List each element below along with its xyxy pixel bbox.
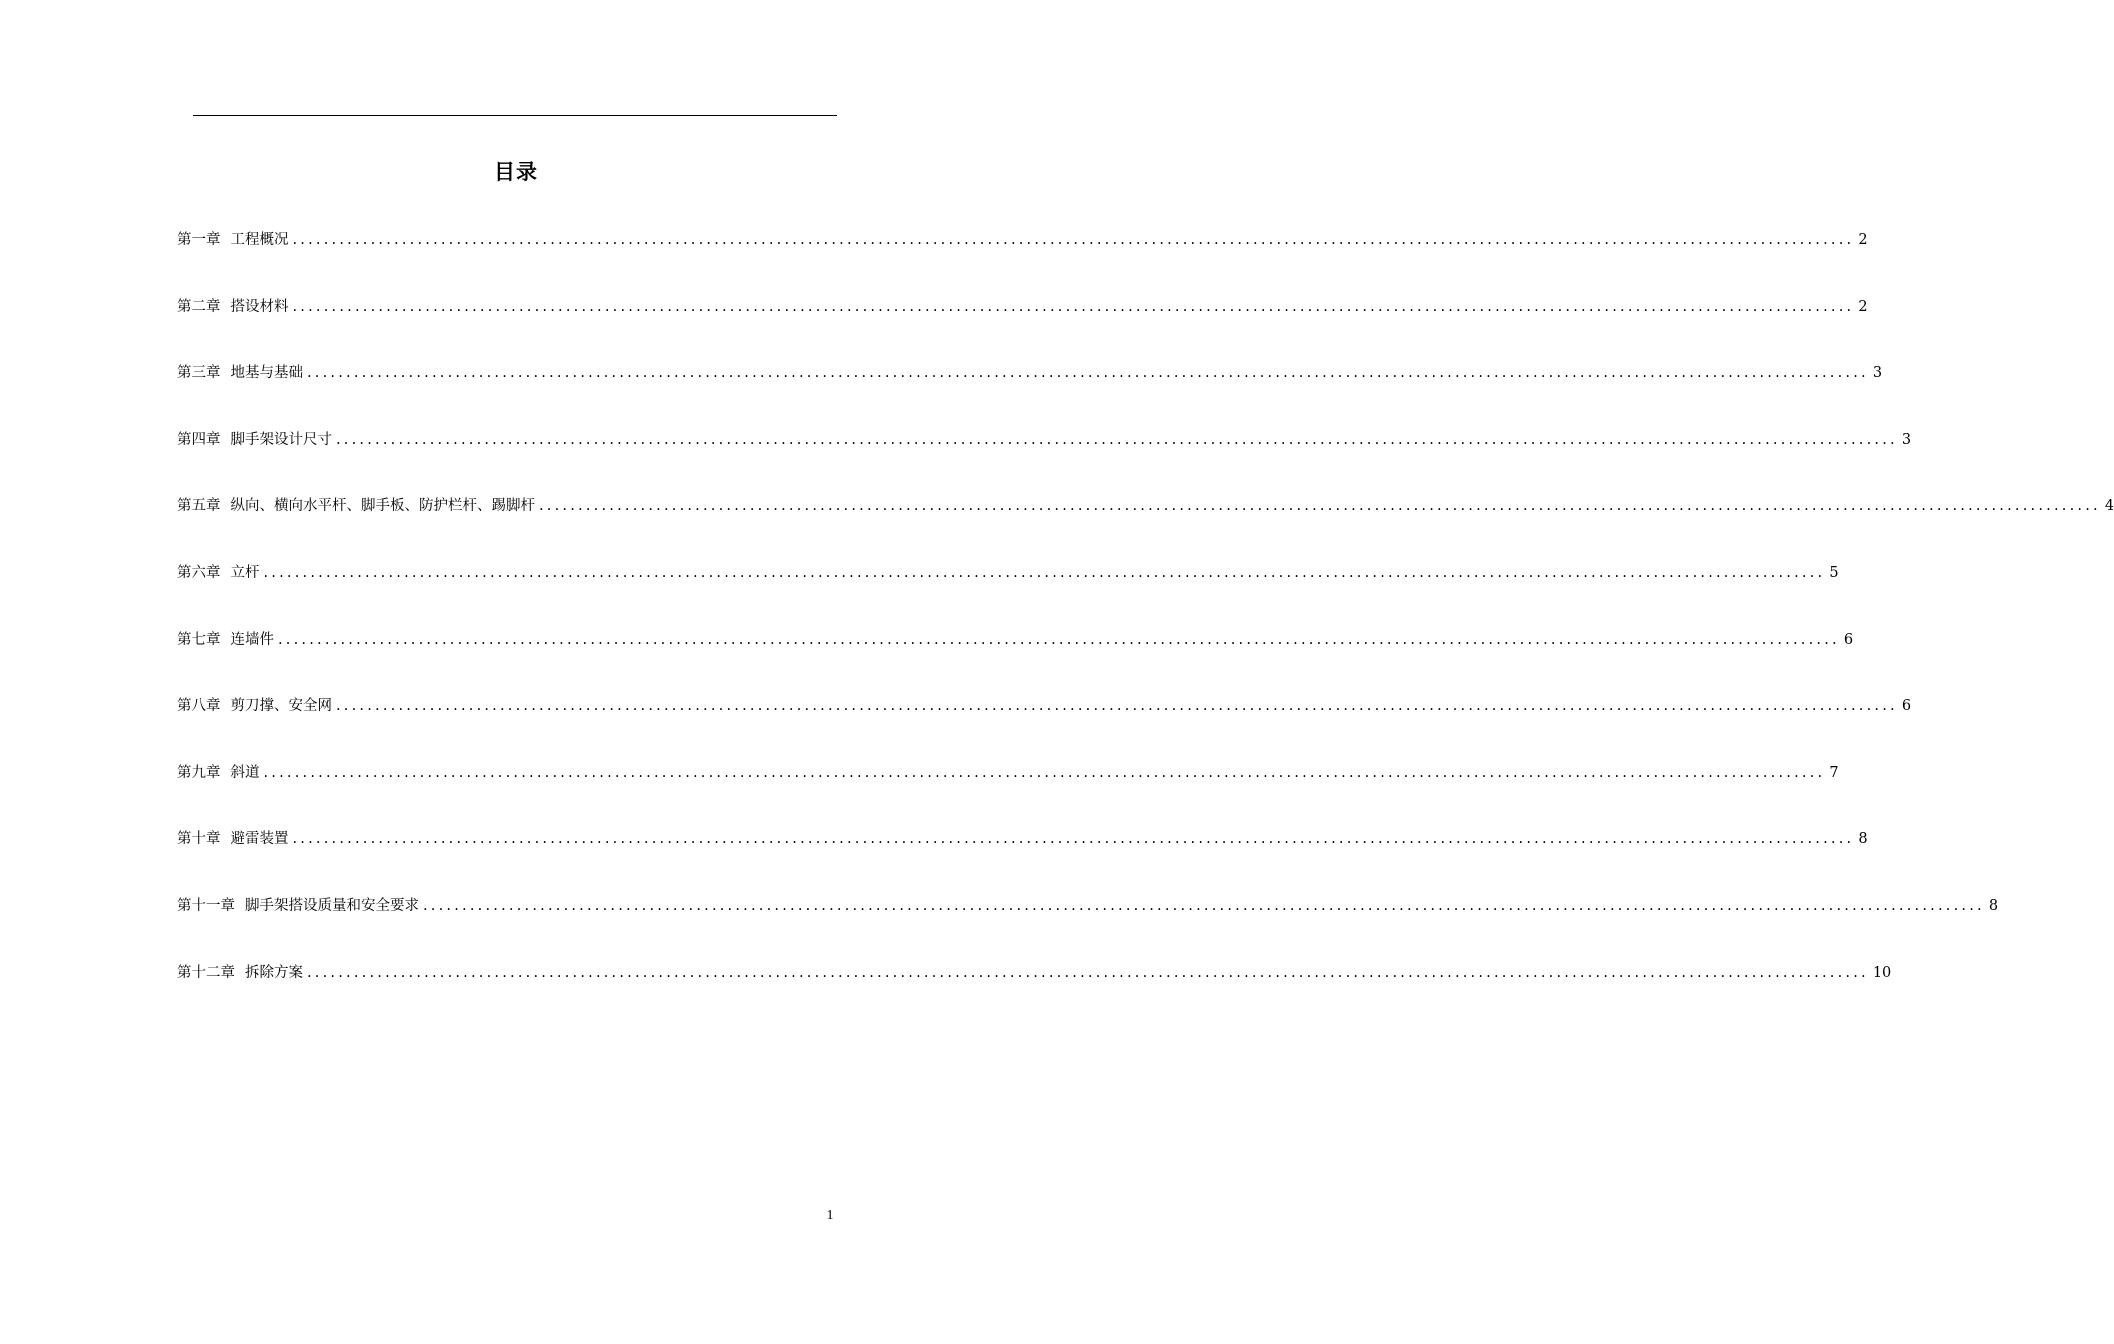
toc-entry[interactable] <box>177 359 1883 426</box>
toc-chapter-number: 第六章 <box>177 564 221 581</box>
toc-page-number: 5 <box>1829 564 1839 581</box>
toc-chapter-title: 连墙件 <box>230 631 274 648</box>
toc-chapter-number: 第九章 <box>177 764 221 781</box>
toc-chapter-number: 第五章 <box>177 498 221 515</box>
toc-chapter-title: 脚手架设计尺寸 <box>230 431 332 448</box>
toc-chapter-title: 拆除方案 <box>245 964 303 981</box>
toc-chapter-number: 第二章 <box>177 298 221 315</box>
toc-entry[interactable] <box>177 293 1868 360</box>
toc-chapter-title: 工程概况 <box>230 232 289 248</box>
toc-page-number: 8 <box>1988 897 1999 914</box>
toc-entry[interactable] <box>177 825 1868 892</box>
toc-chapter-title: 立杆 <box>230 564 260 581</box>
toc-dot-leader: ........................................................................................................................................................................................................ <box>423 897 1985 914</box>
toc-page-number: 6 <box>1901 698 1912 715</box>
toc-chapter-number: 第十一章 <box>177 897 235 914</box>
footer-page-number: 1 <box>826 1208 834 1223</box>
toc-entry[interactable] <box>177 959 1892 1026</box>
toc-chapter-title: 地基与基础 <box>230 365 303 382</box>
toc-entry[interactable] <box>177 759 1839 826</box>
toc-entry[interactable] <box>177 692 1912 759</box>
toc-dot-leader: ........................................................................................................................................................................................................ <box>336 431 1898 448</box>
toc-page-number: 2 <box>1858 298 1868 315</box>
toc-chapter-title: 斜道 <box>230 764 260 781</box>
toc-dot-leader: ........................................................................................................................................................................................................ <box>307 365 1869 382</box>
toc-page-number: 7 <box>1829 764 1839 781</box>
toc-chapter-title: 脚手架搭设质量和安全要求 <box>245 897 419 914</box>
toc-page-number: 2 <box>1858 232 1868 248</box>
toc-page-number: 3 <box>1872 365 1883 382</box>
toc-entry[interactable] <box>177 559 1839 626</box>
toc-chapter-number: 第七章 <box>177 631 221 648</box>
toc-chapter-title: 搭设材料 <box>230 298 289 315</box>
toc-chapter-number: 第一章 <box>177 232 221 248</box>
toc-chapter-title: 纵向、横向水平杆、脚手板、防护栏杆、踢脚杆 <box>230 498 535 515</box>
toc-chapter-number: 第十章 <box>177 831 221 848</box>
toc-list <box>177 226 2114 1025</box>
toc-dot-leader: ........................................................................................................................................................................................................ <box>292 831 1855 848</box>
toc-chapter-title: 避雷装置 <box>230 831 289 848</box>
toc-chapter-number: 第四章 <box>177 431 221 448</box>
toc-page-number: 6 <box>1843 631 1854 648</box>
toc-dot-leader: ........................................................................................................................................................................................................ <box>307 964 1869 981</box>
toc-dot-leader: ........................................................................................................................................................................................................ <box>539 498 2101 515</box>
toc-dot-leader: ........................................................................................................................................................................................................ <box>263 764 1826 781</box>
toc-entry[interactable] <box>177 892 1999 959</box>
toc-entry[interactable] <box>177 226 1868 293</box>
toc-dot-leader: ........................................................................................................................................................................................................ <box>336 698 1898 715</box>
toc-chapter-title: 剪刀撑、安全网 <box>230 698 332 715</box>
toc-page-number: 8 <box>1858 831 1868 848</box>
toc-entry[interactable] <box>177 626 1854 693</box>
toc-dot-leader: ........................................................................................................................................................................................................ <box>278 631 1840 648</box>
header-rule <box>193 115 837 116</box>
toc-title: 目录 <box>494 160 538 184</box>
toc-dot-leader: ........................................................................................................................................................................................................ <box>263 564 1826 581</box>
toc-entry[interactable] <box>177 492 2114 559</box>
toc-page-number: 3 <box>1901 431 1912 448</box>
toc-page-number: 10 <box>1872 964 1892 981</box>
toc-chapter-number: 第八章 <box>177 698 221 715</box>
toc-page-number: 4 <box>2104 498 2114 515</box>
toc-chapter-number: 第十二章 <box>177 964 235 981</box>
toc-dot-leader: ........................................................................................................................................................................................................ <box>292 298 1855 315</box>
toc-chapter-number: 第三章 <box>177 365 221 382</box>
toc-dot-leader: ........................................................................................................................................................................................................ <box>292 232 1855 248</box>
toc-entry[interactable] <box>177 426 1912 493</box>
